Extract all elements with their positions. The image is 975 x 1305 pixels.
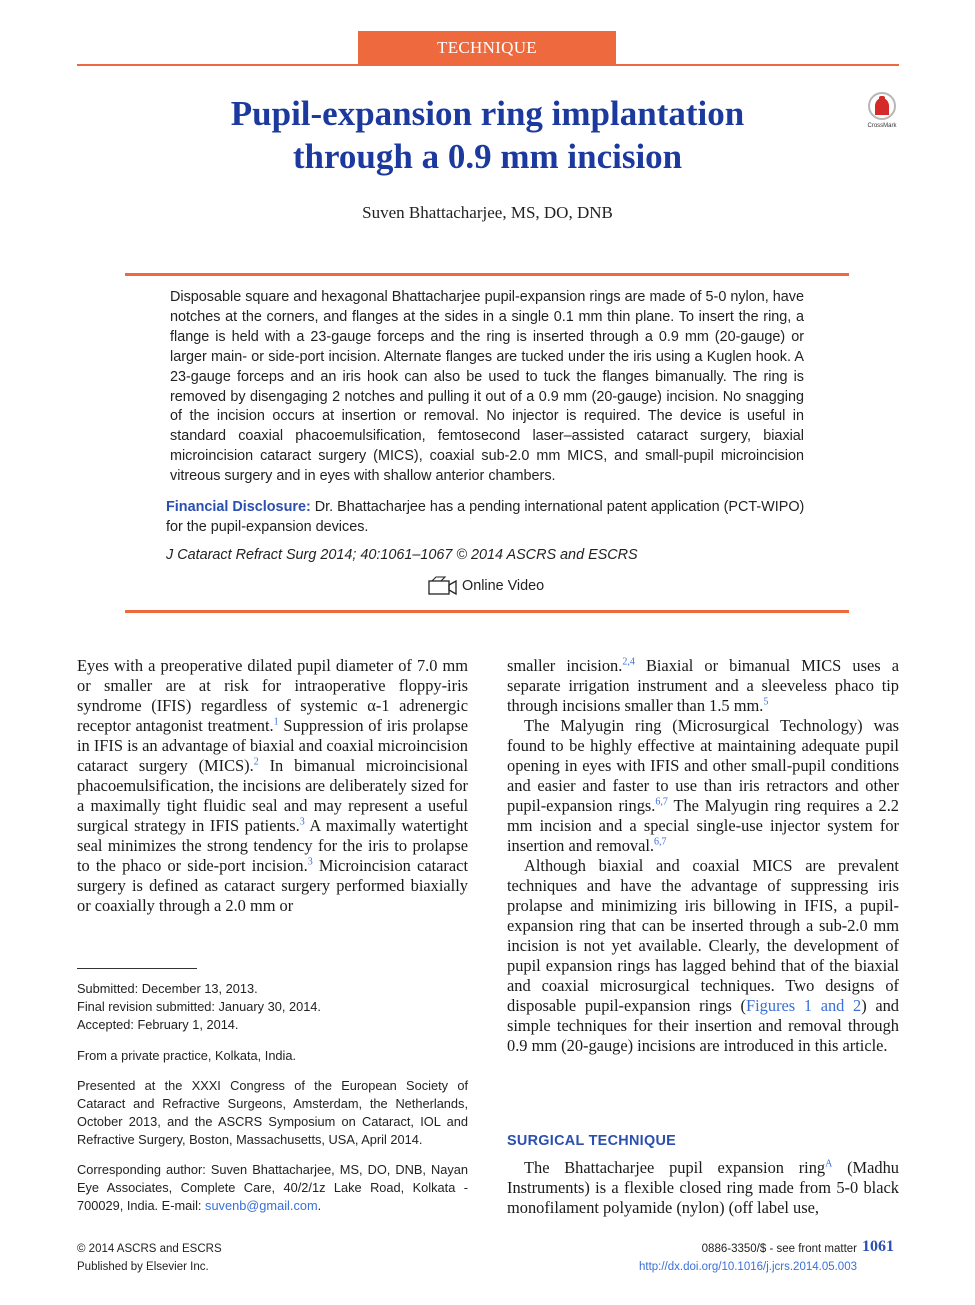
intro-paragraph: Eyes with a preoperative dilated pupil diameter of 7.0 mm or smaller are at risk for intraoperative floppy-iris syndrome (IFIS) regardless of systemic α-1 adrenergic receptor antagonist treatment.$^1$ Suppression of iris prolapse in IFIS is an advantage of biaxial and coaxial microincision cataract surgery (MICS).$^2$ In bimanual microincisional phacoemulsification, the incisions are deliberately sized for a maximally tight fluidic seal and may represent a useful surgical strategy in IFIS patients.$^3$ A maximally watertight seal minimizes the strong tendency for the iris to prolapse to the phaco or side-port incision.$^3$ Microincision cataract surgery is defined as cataract surgery performed biaxially or coaxially through a 2.0 mm or bbox=[77, 656, 469, 915]
title-line-2: through a 0.9 mm incision bbox=[292, 137, 683, 176]
rationale-paragraph: Although biaxial and coaxial MICS are prevalent techniques and have the advantage of suppressing iris prolapse and minimizing iris billowing in IFIS, a pupil-expansion ring that can be inserted through a sub-2.0 mm incision is not yet available. Clearly, the development of pupil expansion rings has lagged behind that of the biaxial and coaxial microsurgical techniques. Two designs of disposable pupil-expansion rings (Figures 1 and 2) and simple techniques for their insertion and removal through 0.9 mm (20-gauge) incisions are introduced in this article. bbox=[507, 856, 899, 1055]
presentation-note: Presented at the XXXI Congress of the European Society of Cataract and Refractive Surgeons, Amsterdam, the Netherlands, October 2013, and the ASCRS Symposium on Cataract, IOL and Refractive Surgery, Boston, Massachusetts, USA, April 2014. bbox=[77, 1078, 468, 1147]
right-column bbox=[507, 656, 899, 1056]
header-rule bbox=[77, 64, 899, 66]
page-number: 1061 bbox=[862, 1238, 894, 1255]
section-tag: TECHNIQUE bbox=[437, 38, 537, 57]
title-line-1: Pupil-expansion ring implantation bbox=[230, 94, 745, 133]
technique-paragraph: The Bhattacharjee pupil expansion ring$^A$ (Madhu Instruments) is a flexible closed ring made from 5-0 black monofilament polyamide (nylon) (off label use, bbox=[507, 1158, 899, 1217]
financial-disclosure bbox=[166, 497, 811, 537]
footer-copyright: © 2014 ASCRS and ESCRS bbox=[77, 1243, 222, 1255]
reference-link[interactable]: 3 bbox=[299, 816, 305, 828]
reference-link[interactable]: 5 bbox=[763, 696, 769, 708]
paragraph-continued: smaller incision.$^{2,4}$ Biaxial or bimanual MICS uses a separate irrigation instrument and a sleeveless phaco tip through incisions smaller than 1.5 mm.$^5$ bbox=[507, 656, 899, 715]
abstract-top-rule bbox=[125, 273, 849, 276]
online-video-link[interactable] bbox=[428, 576, 544, 596]
author-email-link[interactable]: suvenb@gmail.com bbox=[205, 1198, 318, 1213]
reference-link[interactable]: 3 bbox=[307, 856, 313, 868]
author-line: Suven Bhattacharjee, MS, DO, DNB bbox=[362, 203, 613, 222]
corresponding-author: Corresponding author: Suven Bhattacharjee, MS, DO, DNB, Nayan Eye Associates, Complete Care, 40/2/1z Lake Road, Kolkata - 700029, India. E-mail: suvenb@gmail.com. bbox=[77, 1162, 468, 1213]
accepted-date: Accepted: February 1, 2014. bbox=[77, 1017, 239, 1032]
reference-link[interactable]: 1 bbox=[273, 716, 279, 728]
abstract: Disposable square and hexagonal Bhattacharjee pupil-expansion rings are made of 5-0 nylon, have notches at the corners, and flanges at the sides in a single 0.1 mm thin plane. To insert the ring, a flange is held with a 23-gauge forceps and the ring is inserted through a 0.9 mm (20-gauge) or larger main- or side-port incision. Alternate flanges are tucked under the iris using a Kuglen hook. A 23-gauge forceps and an iris hook can also be used to tuck the flanges bimanually. The ring is removed by disengaging 2 notches and pulling it out of a 0.9 mm (20-gauge) incision. No snagging of the incision occurs at insertion or removal. No injector is required. The device is useful in standard coaxial phacoemulsification, femtosecond laser–assisted cataract surgery, biaxial microincision cataract surgery (MICS), coaxial sub-2.0 mm MICS, and small-pupil microincision vitreous surgery and in eyes with shallow anterior chambers. bbox=[170, 289, 804, 485]
online-video-label: Online Video bbox=[462, 578, 545, 594]
footnote-rule bbox=[77, 968, 197, 969]
disclosure-label: Financial Disclosure: bbox=[166, 499, 311, 515]
reference-link[interactable]: 2 bbox=[253, 756, 259, 768]
revision-date: Final revision submitted: January 30, 2014. bbox=[77, 999, 321, 1014]
submission-dates bbox=[77, 980, 468, 1034]
abstract-bottom-rule bbox=[125, 610, 849, 613]
crossmark-icon[interactable] bbox=[862, 90, 902, 130]
section-heading: SURGICAL TECHNIQUE bbox=[507, 1133, 677, 1149]
left-column bbox=[77, 656, 468, 916]
footer-issn: 0886-3350/$ - see front matter bbox=[701, 1243, 857, 1255]
footer-publisher: Published by Elsevier Inc. bbox=[77, 1261, 209, 1273]
figures-link[interactable]: Figures 1 and 2 bbox=[746, 996, 862, 1015]
reference-link[interactable]: 2,4 bbox=[622, 656, 635, 668]
article-title bbox=[150, 92, 825, 178]
video-camera-icon bbox=[428, 576, 458, 596]
submitted-date: Submitted: December 13, 2013. bbox=[77, 981, 258, 996]
disclosure-text: Dr. Bhattacharjee has a pending international patent application (PCT-WIPO) for the pupil-expansion devices. bbox=[166, 499, 805, 535]
doi-link[interactable]: http://dx.doi.org/10.1016/j.jcrs.2014.05.003 bbox=[638, 1261, 857, 1273]
affiliation: From a private practice, Kolkata, India. bbox=[77, 1048, 297, 1063]
footnote-marker-link[interactable]: A bbox=[825, 1158, 833, 1170]
crossmark-label: CrossMark bbox=[867, 123, 897, 129]
reference-link[interactable]: 6,7 bbox=[655, 796, 668, 808]
reference-link[interactable]: 6,7 bbox=[654, 836, 667, 848]
malyugin-paragraph: The Malyugin ring (Microsurgical Technology) was found to be highly effective at maintaining adequate pupil opening in eyes with IFIS and other small-pupil conditions and easier and faster to use than iris retractors and other pupil-expansion rings.$^{6,7}$ The Malyugin ring requires a 2.2 mm incision and a special single-use injector system for insertion and removal.$^{6,7}$ bbox=[507, 716, 900, 855]
journal-citation: J Cataract Refract Surg 2014; 40:1061–1067 © 2014 ASCRS and ESCRS bbox=[166, 547, 638, 563]
